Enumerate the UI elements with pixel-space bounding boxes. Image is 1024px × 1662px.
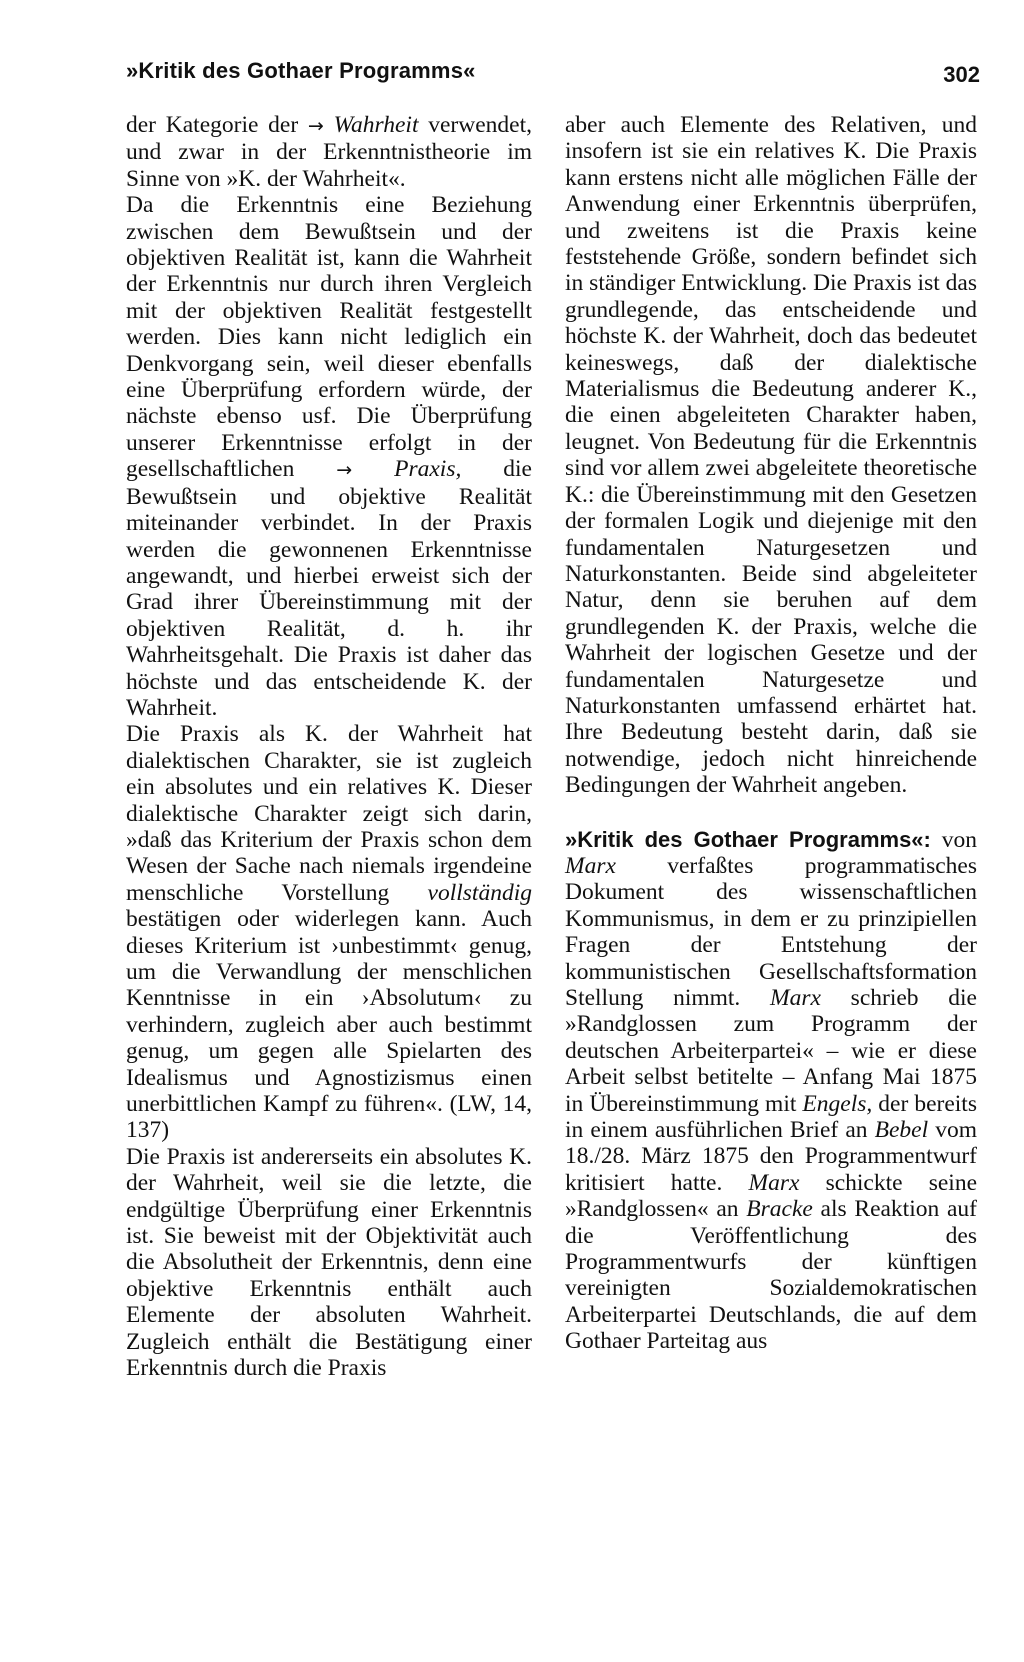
cross-reference-marx[interactable]: Marx [748, 1169, 800, 1196]
entry-text: schickte seine »Randglossen« an [565, 1169, 978, 1223]
cross-reference-arrow-icon: → [307, 115, 324, 137]
paragraph-relatives-kriterium [565, 112, 977, 799]
cross-reference-wahrheit[interactable]: Wahrheit [333, 112, 419, 138]
cross-reference-bracke[interactable]: Bracke [746, 1196, 813, 1223]
page-number: 302 [943, 62, 980, 87]
paragraph-erkenntnis-praxis [126, 192, 532, 721]
emphasis-vollstaendig: vollständig [427, 879, 532, 906]
entry-text: von [930, 826, 977, 853]
left-column [126, 112, 532, 1382]
entry-text: der bereits in einem ausführlichen Brief an [565, 1090, 977, 1144]
cross-reference-arrow-icon: → [336, 459, 353, 482]
nbsp [324, 112, 334, 138]
nbsp [352, 456, 394, 482]
entry-text: als Reaktion auf die Veröffentlichung des Programmentwurfs der künftigen vereinigten Sozialdemokratischen Arbeiterpartei Deutschlands, die auf dem Gothaer Parteitag aus [565, 1196, 977, 1355]
paragraph-wahrheit-reference [126, 112, 532, 192]
entry-text: verfaßtes programmatisches Dokument des wissenschaftlichen Kommunismus, in dem er zu prinzipiellen Fragen der Entstehung der kommunistischen Gesellschaftsformation Stellung nimmt. [565, 852, 977, 1011]
paragraph-text: bestätigen oder widerlegen kann. Auch dieses Kriterium ist ›unbestimmt‹ genug, um die Verwandlung der menschlichen Kenntnisse in ein ›Absolutum‹ zu verhindern, zugleich aber auch bestimmt genug, um gegen alle Spielarten des Idealismus und Agnostizismus einen unerbittlichen Kampf zu führen«. (LW, 14, 137) [126, 906, 532, 1144]
cross-reference-marx[interactable]: Marx [770, 985, 821, 1011]
cross-reference-marx[interactable]: Marx [565, 852, 616, 879]
cross-reference-bebel[interactable]: Bebel [874, 1117, 929, 1144]
paragraph-text: verwendet, und zwar in der Erkenntnistheorie im Sinne von »K. der Wahrheit«. [126, 112, 532, 192]
paragraph-text: Die Praxis als K. der Wahrheit hat dialektischen Charakter, sie ist zugleich ein absolutes und ein relatives K. Dieser dialektische Charakter zeigt sich darin, »daß das Kriterium der Praxis schon dem Wesen der Sache nach niemals irgendeine menschliche Vorstellung [126, 721, 532, 906]
cross-reference-praxis[interactable]: Praxis, [394, 456, 462, 483]
paragraph-absolutes-kriterium [126, 1144, 532, 1382]
right-column [565, 112, 977, 1355]
paragraph-text: Da die Erkenntnis eine Beziehung zwischen dem Bewußtsein und der objektiven Realität ist, kann die Wahrheit der Erkenntnis nur durch ihren Vergleich mit der objektiven Realität festgestellt werden. Dies kann nicht lediglich ein Denkvorgang sein, weil dieser ebenfalls eine Überprüfung erfordern würde, der nächste ebenso usf. Die Überprüfung unserer Erkenntnisse erfolgt in der gesellschaftlichen [126, 192, 532, 483]
entry-text: vom 18./28. März 1875 den Programmentwurf kritisiert hatte. [565, 1117, 977, 1196]
paragraph-text: die Bewußtsein und objektive Realität miteinander verbindet. In der Praxis werden die gewonnenen Erkenntnisse angewandt, und hierbei erweist sich der Grad ihrer Übereinstimmung mit der objektiven Realität, d. h. ihr Wahrheitsgehalt. Die Praxis ist daher das höchste und das entscheidende K. der Wahrheit. [126, 456, 532, 721]
paragraph-text: der Kategorie der [126, 112, 308, 138]
cross-reference-engels[interactable]: Engels, [802, 1090, 873, 1117]
entry-kritik-des-gothaer-programms [565, 827, 977, 1355]
paragraph-text: aber auch Elemente des Relativen, und insofern ist sie ein relatives K. Die Praxis kann erstens nicht alle möglichen Fälle der Anwendung einer Erkenntnis überprüfen, und zweitens ist die Praxis keine feststehende Größe, sondern befindet sich in ständiger Entwicklung. Die Praxis ist das grundlegende, das entscheidende und höchste K. der Wahrheit, doch das bedeutet keineswegs, daß der dialektische Materialismus die Bedeutung anderer K., die einen abgeleiteten Charakter haben, leugnet. Von Bedeutung für die Erkenntnis sind vor allem zwei abgeleitete theoretische K.: die Übereinstimmung mit den Gesetzen der formalen Logik und diejenige mit den fundamentalen Naturgesetzen und Naturkonstanten. Beide sind abgeleiteter Natur, denn sie beruhen auf dem grundlegenden K. der Praxis, welche die Wahrheit der logischen Gesetze und der fundamentalen Naturgesetze und Naturkonstanten umfassend erhärtet hat. Ihre Bedeutung besteht darin, daß sie notwendige, jedoch nicht hinreichende Bedingungen der Wahrheit angeben. [565, 112, 977, 799]
paragraph-dialektischer-charakter [126, 721, 532, 1144]
entry-headword: »Kritik des Gothaer Programms«: [565, 826, 931, 852]
paragraph-text: Die Praxis ist andererseits ein absolutes K. der Wahrheit, weil sie die letzte, die endgültige Überprüfung einer Erkenntnis ist. Sie beweist mit der Objektivität auch die Absolutheit der Erkenntnis, denn eine objektive Erkenntnis enthält auch Elemente der absoluten Wahrheit. Zugleich enthält die Bestätigung einer Erkenntnis durch die Praxis [126, 1143, 532, 1382]
running-title: »Kritik des Gothaer Programms« [126, 58, 476, 83]
entry-text: schrieb die »Randglossen zum Programm der deutschen Arbeiterpartei« – wie er diese Arbeit selbst betitelte – Anfang Mai 1875 in Übereinstimmung mit [565, 985, 977, 1117]
